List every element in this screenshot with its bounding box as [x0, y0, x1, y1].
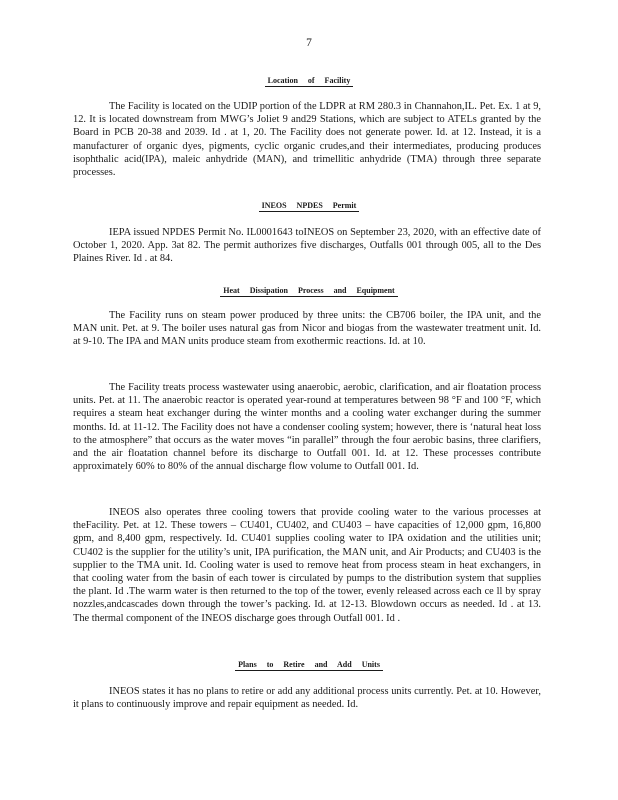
heading-text: Heat Dissipation Process and Equipment — [220, 286, 397, 297]
paragraph-text: The Facility runs on steam power produced by three units: the CB706 boiler, the IPA unit, and the MAN unit. Pet. at 9. The boiler uses natural gas from Nicor and biogas from the wastewater treatment unit. Id. at 9-10. The IPA and MAN units produce steam from exothermic reactions. Id. at 10. — [73, 310, 541, 348]
paragraph-cooling-towers — [73, 506, 541, 625]
paragraph-text: The Facility treats process wastewater using anaerobic, aerobic, clarification, and air floatation process units. Pet. at 11. The anaerobic reactor is operated year-round at temperatures between 98 °F and 100 °F, which requires a steam heat exchanger during the winter months and a cooling water exchanger during the summer months. Id. at 11-12. The Facility does not have a condenser cooling system; however, there is ‘natural heat loss to the atmosphere” that occurs as the water moves “in parallel” through the four aerobic basins, three clarifiers, and the air floatation channel before its discharge to Outfall 001. Id. at 12. These processes contribute approximately 60% to 80% of the annual discharge flow volume to Outfall 001. Id. — [73, 382, 541, 473]
paragraph-location — [73, 100, 541, 179]
paragraph-plans — [73, 685, 541, 711]
heading-text: Plans to Retire and Add Units — [235, 660, 383, 671]
heading-plans-to-retire — [0, 660, 618, 669]
heading-text: INEOS NPDES Permit — [259, 201, 360, 212]
paragraph-wastewater-treatment — [73, 381, 541, 473]
paragraph-npdes-permit — [73, 226, 541, 266]
heading-npdes-permit — [0, 201, 618, 210]
paragraph-text: IEPA issued NPDES Permit No. IL0001643 toINEOS on September 23, 2020, with an effective date of October 1, 2020. App. 3at 82. The permit authorizes five discharges, Outfalls 001 through 005, all to the Des Plaines River. Id . at 84. — [73, 227, 541, 265]
heading-text: Location of Facility — [265, 76, 354, 87]
heading-location-of-facility — [0, 76, 618, 85]
paragraph-text: The Facility is located on the UDIP portion of the LDPR at RM 280.3 in Channahon,IL. Pet. Ex. 1 at 9, 12. It is located downstream from MWG’s Joliet 9 and29 Stations, which are subject to ATELs granted by the Board in PCB 20-38 and 2039. Id . at 1, 20. The Facility does not generate power. Id. at 12. Instead, it is a manufacturer of organic dyes, pigments, cyclic organic crudes,and their intermediates, producing produces isophthalic acid(IPA), maleic anhydride (MAN), and trimellitic anhydride (TMA) through three separate processes. — [73, 101, 541, 179]
paragraph-steam-power — [73, 309, 541, 349]
paragraph-text: INEOS states it has no plans to retire or add any additional process units currently. Pet. at 10. However, it plans to continuously improve and repair equipment as needed. Id. — [73, 686, 541, 711]
page-number: 7 — [306, 37, 312, 49]
heading-heat-dissipation — [0, 286, 618, 295]
paragraph-text: INEOS also operates three cooling towers that provide cooling water to the various processes at theFacility. Pet. at 12. These towers – CU401, CU402, and CU403 – have capacities of 12,000 gpm, 16,800 gpm, and 8,400 gpm, respectively. Id. CU401 supplies cooling water to IPA oxidation and the utilities unit; CU402 is the supplier for the utility’s unit, IPA purification, the MAN unit, and Air Products; and CU403 is the supplier to the TMA unit. Id. Cooling water is used to remove heat from process steam in heat exchangers, in that cooling water from the basin of each tower is circulated by pumps to the distribution system that supplies the plant. Id .The warm water is then returned to the top of the tower, evenly released across each ce ll by spray nozzles,andcascades down through the tower’s packing. Id. at 12-13. Blowdown occurs as needed. Id . at 13. The thermal component of the INEOS discharge goes through Outfall 001. Id . — [73, 507, 541, 624]
